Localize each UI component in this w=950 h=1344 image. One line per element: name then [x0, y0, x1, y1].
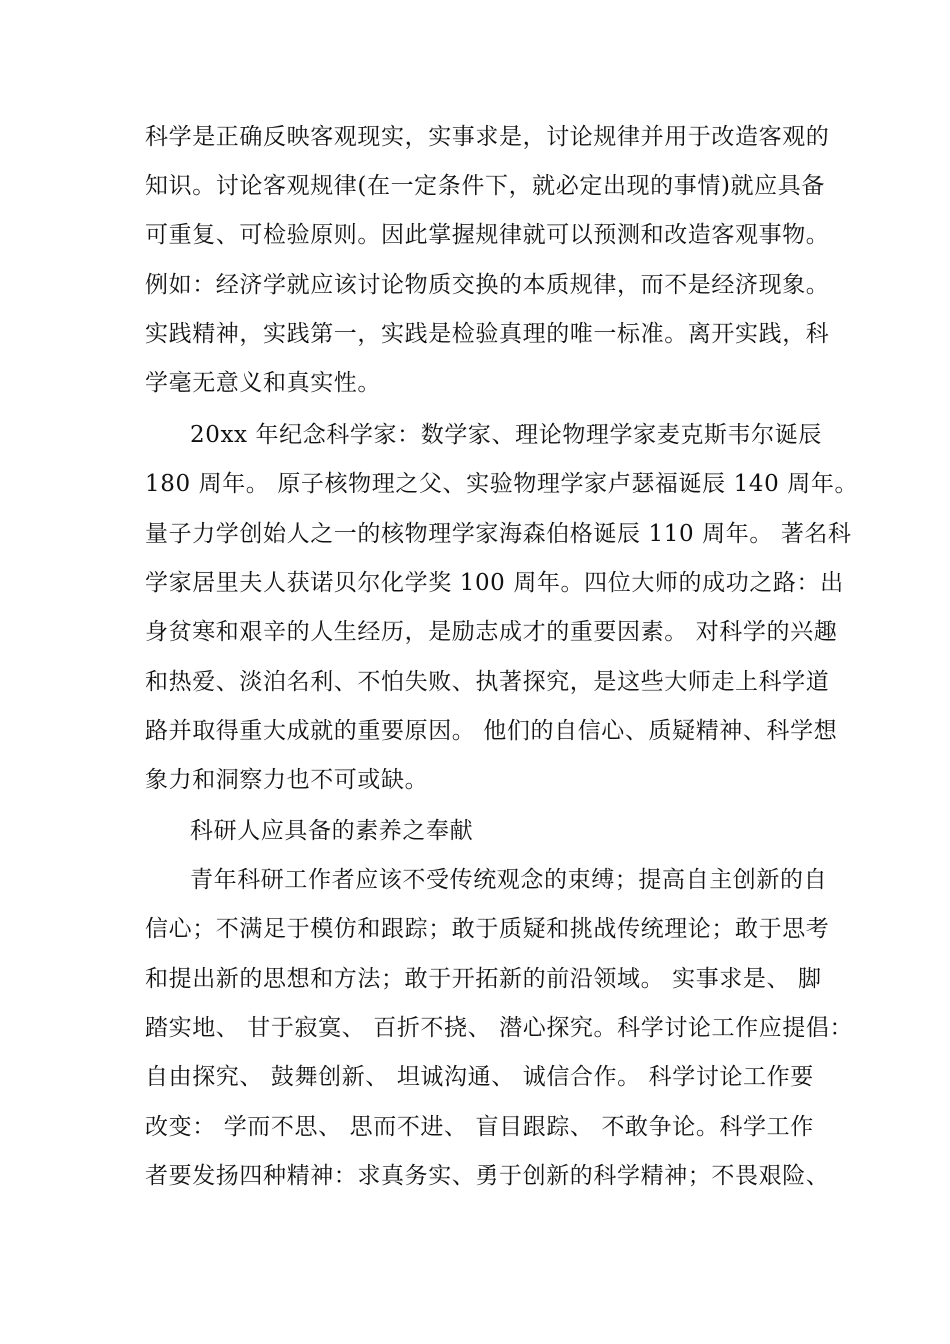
paragraph-4-line: 和提出新的思想和方法；敢于开拓新的前沿领域。 实事求是、 脚 — [145, 965, 822, 992]
paragraph-1-line: 科学是正确反映客观现实，实事求是，讨论规律并用于改造客观的 — [145, 124, 830, 150]
paragraph-1-line: 可重复、可检验原则。因此掌握规律就可以预测和改造客观事物。 — [145, 222, 830, 249]
paragraph-1-line: 实践精神，实践第一，实践是检验真理的唯一标准。离开实践，科 — [145, 320, 830, 347]
paragraph-1-line: 知识。讨论客观规律(在一定条件下，就必定出现的事情)就应具备 — [145, 173, 825, 200]
paragraph-2-line: 20xx 年纪念科学家：数学家、理论物理学家麦克斯韦尔诞辰 — [190, 422, 822, 448]
paragraph-2-line: 180 周年。 原子核物理之父、实验物理学家卢瑟福诞辰 140 周年。 — [145, 471, 859, 498]
paragraph-2-line: 量子力学创始人之一的核物理学家海森伯格诞辰 110 周年。 著名科 — [145, 520, 852, 547]
paragraph-4-line: 踏实地、 甘于寂寞、 百折不挠、 潜心探究。科学讨论工作应提倡： — [145, 1014, 854, 1041]
paragraph-3-line: 科研人应具备的素养之奉献 — [190, 818, 474, 844]
paragraph-4-line: 青年科研工作者应该不受传统观念的束缚；提高自主创新的自 — [190, 867, 828, 893]
paragraph-2-line: 和热爱、淡泊名利、不怕失败、执著探究，是这些大师走上科学道 — [145, 668, 830, 695]
paragraph-2-line: 路并取得重大成就的重要原因。 他们的自信心、质疑精神、科学想 — [145, 717, 838, 744]
paragraph-1-line: 例如：经济学就应该讨论物质交换的本质规律，而不是经济现象。 — [145, 271, 830, 298]
paragraph-4-line: 者要发扬四种精神：求真务实、勇于创新的科学精神；不畏艰险、 — [145, 1162, 830, 1189]
paragraph-2-line: 身贫寒和艰辛的人生经历，是励志成才的重要因素。 对科学的兴趣 — [145, 619, 838, 646]
paragraph-4-line: 信心；不满足于模仿和跟踪；敢于质疑和挑战传统理论；敢于思考 — [145, 916, 830, 943]
paragraph-4-line: 改变： 学而不思、 思而不进、 盲目跟踪、 不敢争论。科学工作 — [145, 1113, 814, 1140]
paragraph-1-line: 学毫无意义和真实性。 — [145, 370, 381, 396]
paragraph-2-line: 学家居里夫人获诺贝尔化学奖 100 周年。四位大师的成功之路：出 — [145, 569, 844, 596]
paragraph-2-line: 象力和洞察力也不可或缺。 — [145, 767, 429, 794]
paragraph-4-line: 自由探究、 鼓舞创新、 坦诚沟通、 诚信合作。 科学讨论工作要 — [145, 1064, 814, 1091]
